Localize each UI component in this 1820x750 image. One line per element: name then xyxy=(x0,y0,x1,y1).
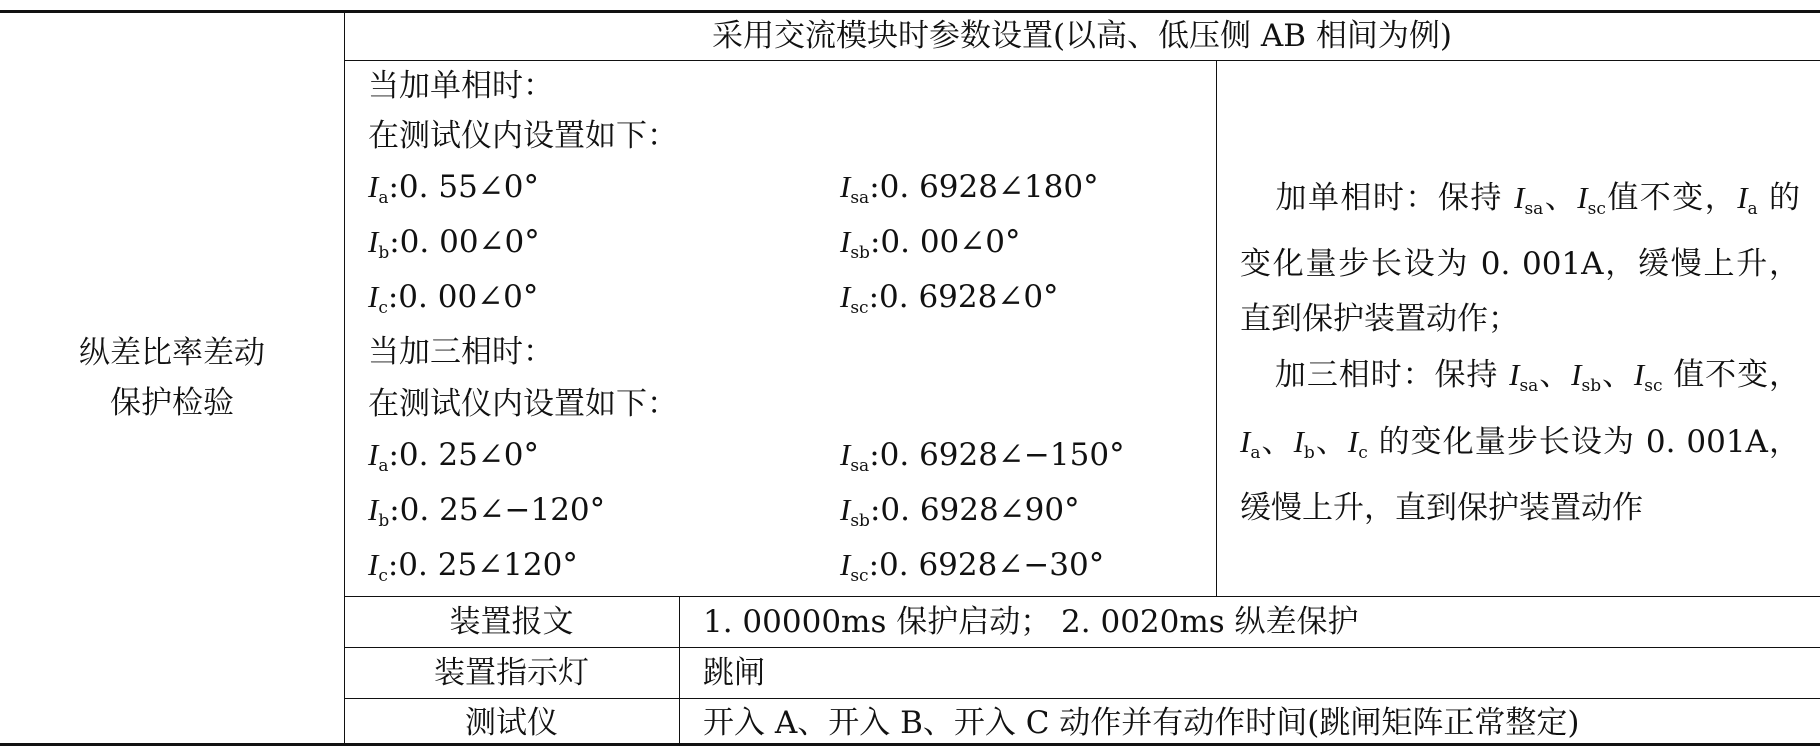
three-phase-subtitle: 在测试仪内设置如下： xyxy=(368,386,678,422)
note-three-phase: 加三相时：保持 $I_{sa}$、$I_{sb}$、$I_{sc}$ 值不变，$I_a$、$I_b$、$I_c$ 的变化量步长设为 0. 001A，缓慢上升，直到保护装置动作 xyxy=(1240,357,1801,526)
bottom-row-value-message: 1. 00000ms 保护启动； 2. 0020ms 纵差保护 xyxy=(703,604,1359,640)
three-ib: $I_b:0$. 25∠−120° xyxy=(368,492,606,531)
three-isa: $I_{sa}:0$. 6928∠−150° xyxy=(840,437,1125,476)
row-label xyxy=(0,334,344,372)
single-isc: $I_{sc}:0$. 6928∠0° xyxy=(840,279,1059,318)
params-divider xyxy=(344,596,1820,597)
three-ia: $I_a:0$. 25∠0° xyxy=(368,437,539,476)
bottom-row-label-tester: 测试仪 xyxy=(465,705,558,741)
bottom-row-label-indicator: 装置指示灯 xyxy=(434,655,589,691)
bottom-label-divider xyxy=(679,596,680,744)
table-bottom-rule xyxy=(0,743,1820,746)
three-isc: $I_{sc}:0$. 6928∠−30° xyxy=(840,547,1105,586)
single-isb: $I_{sb}:0$. 00∠0° xyxy=(840,224,1021,263)
three-isb: $I_{sb}:0$. 6928∠90° xyxy=(840,492,1080,531)
single-ib: $I_b:0$. 00∠0° xyxy=(368,224,540,263)
three-ic: $I_c:0$. 25∠120° xyxy=(368,547,578,586)
row-label-line2: 保护检验 xyxy=(110,385,234,421)
table-top-rule xyxy=(0,10,1820,13)
header-divider xyxy=(344,60,1820,61)
bottom-row-value-indicator: 跳闸 xyxy=(703,655,765,691)
single-ia: $I_a:0$. 55∠0° xyxy=(368,169,539,208)
row-label-2 xyxy=(0,384,344,422)
row-label-line1: 纵差比率差动 xyxy=(79,335,265,371)
row-divider-2 xyxy=(344,698,1820,699)
bottom-row-label-message: 装置报文 xyxy=(449,604,574,640)
row-divider-1 xyxy=(344,647,1820,648)
single-phase-subtitle: 在测试仪内设置如下： xyxy=(368,118,678,154)
single-phase-title: 当加单相时： xyxy=(368,68,554,104)
note-single-phase: 加单相时：保持 $I_{sa}$、$I_{sc}$值不变，$I_a$ 的变化量步长设为 0. 001A，缓慢上升，直到保护装置动作； xyxy=(1240,180,1801,337)
single-isa: $I_{sa}:0$. 6928∠180° xyxy=(840,169,1099,208)
notes-paragraph xyxy=(1240,170,1800,536)
single-ic: $I_c:0$. 00∠0° xyxy=(368,279,539,318)
params-notes-divider xyxy=(1216,60,1217,596)
three-phase-title: 当加三相时： xyxy=(368,334,554,370)
table-header: 采用交流模块时参数设置(以高、低压侧 AB 相间为例) xyxy=(711,18,1453,54)
bottom-row-value-tester: 开入 A、开入 B、开入 C 动作并有动作时间(跳闸矩阵正常整定) xyxy=(703,705,1580,741)
